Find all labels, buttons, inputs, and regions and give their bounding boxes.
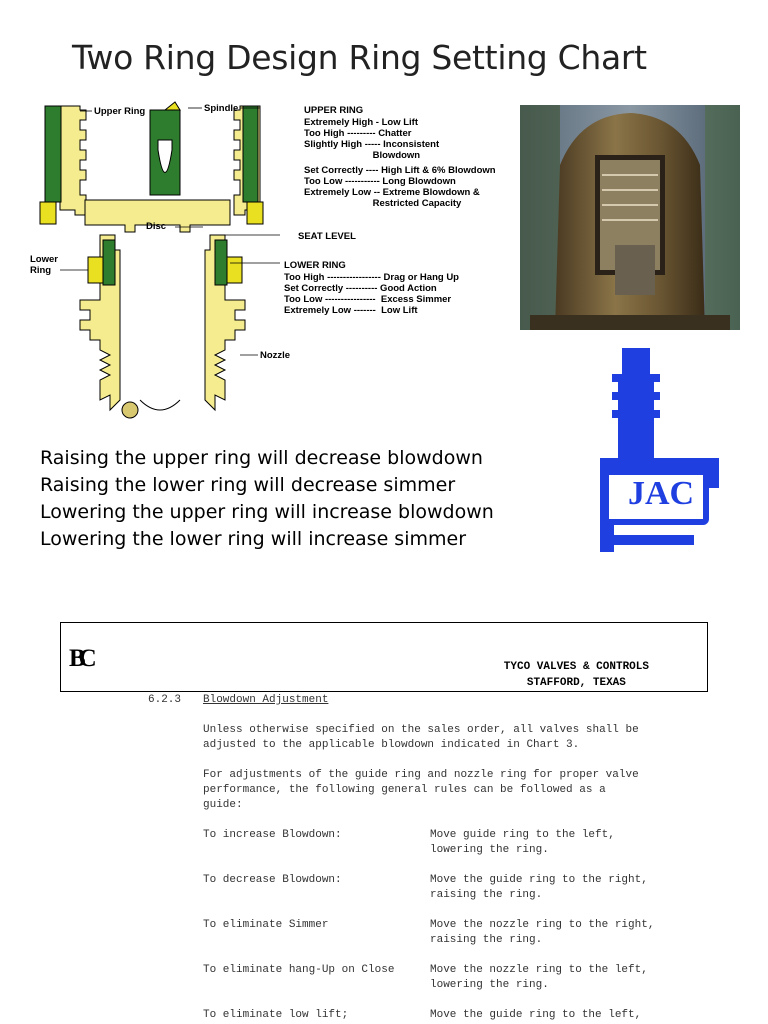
paragraph-1-line: Unless otherwise specified on the sales order, all valves shall be [203, 724, 639, 736]
nozzle-label: Nozzle [260, 350, 291, 361]
section-title: Blowdown Adjustment [203, 694, 329, 706]
company-name: TYCO VALVES & CONTROLS [503, 661, 649, 673]
upper-ring-right [243, 106, 258, 202]
lower-ring-setting: Set Correctly ---------- Good Action [284, 283, 437, 294]
paragraph-2-line: For adjustments of the guide ring and nozzle ring for proper valve [203, 769, 639, 781]
upper-ring-setting: Extremely High - Low Lift [304, 117, 419, 128]
rule-line: Lowering the lower ring will increase simmer [40, 528, 467, 550]
upper-ring-setting: Too Low ----------- Long Blowdown [304, 176, 456, 187]
upper-ring-setting: Restricted Capacity [304, 198, 462, 209]
rule-condition: To increase Blowdown: [203, 829, 342, 841]
lower-ring-right [215, 240, 227, 285]
valve-cross-section [30, 100, 280, 425]
paragraph-2-line: performance, the following general rules can be followed as a [203, 784, 606, 796]
rule-line: Raising the upper ring will decrease blowdown [40, 447, 483, 469]
valve-cutaway-photo [520, 105, 740, 330]
page-title: Two Ring Design Ring Setting Chart [72, 38, 647, 77]
rule-action: lowering the ring. [430, 979, 549, 991]
document-header [60, 622, 708, 692]
disc-label: Disc [146, 221, 167, 232]
rule-action: raising the ring. [430, 934, 543, 946]
rule-line: Raising the lower ring will decrease simmer [40, 474, 456, 496]
lower-ring-left [103, 240, 115, 285]
rule-condition: To eliminate hang-Up on Close [203, 964, 395, 976]
paragraph-1-line: adjusted to the applicable blowdown indicated in Chart 3. [203, 739, 580, 751]
paragraph-2-line: guide: [203, 799, 243, 811]
company-logo: BC [69, 645, 90, 672]
company-address [504, 659, 649, 691]
rule-condition: To decrease Blowdown: [203, 874, 342, 886]
lower-ring-setting: Extremely Low ------- Low Lift [284, 305, 418, 316]
lower-ring-setting: Too Low ---------------- Excess Simmer [284, 294, 452, 305]
rule-action: Move the nozzle ring to the left, [430, 964, 648, 976]
rule-action: Move the guide ring to the left, [430, 1009, 642, 1021]
upper-ring-setting: Too High --------- Chatter [304, 128, 412, 139]
upper-ring-left-bottom [40, 202, 56, 224]
upper-ring-setting: Slightly High ----- Inconsistent [304, 139, 440, 150]
rule-action: lowering the ring. [430, 844, 549, 856]
spindle-label: Spindle [204, 103, 239, 114]
spindle-tip [165, 102, 180, 110]
lower-ring-right-yellow [227, 257, 242, 283]
lower-ring-setting: Too High ----------------- Drag or Hang Up [284, 272, 459, 283]
rule-condition: To eliminate low lift; [203, 1009, 349, 1021]
upper-ring-setting: Set Correctly ---- High Lift & 6% Blowdown [304, 165, 496, 176]
jac-logo-text: JAC [627, 475, 695, 512]
left-upper-wall [60, 106, 86, 215]
upper-ring-label: Upper Ring [94, 106, 146, 117]
rule-condition: To eliminate Simmer [203, 919, 329, 931]
upper-ring-setting: Extremely Low -- Extreme Blowdown & [304, 187, 480, 198]
company-location: STAFFORD, TEXAS [526, 677, 626, 689]
upper-ring-setting: Blowdown [304, 150, 421, 161]
seat-level-label: SEAT LEVEL [298, 231, 356, 242]
nozzle-bottom-hatch [122, 402, 138, 418]
section-number: 6.2.3 [148, 694, 182, 706]
lower-ring-label: Lower Ring [30, 254, 58, 276]
lower-ring-settings [284, 272, 459, 316]
upper-ring-settings [304, 117, 496, 209]
lower-ring-left-yellow [88, 257, 103, 283]
upper-ring-left [45, 106, 61, 202]
rule-action: Move the guide ring to the right, [430, 874, 648, 886]
jac-logo [590, 340, 730, 560]
upper-ring-heading: UPPER RING [304, 105, 364, 116]
upper-ring-right-bottom [247, 202, 263, 224]
rule-action: Move guide ring to the left, [430, 829, 615, 841]
lower-ring-heading: LOWER RING [284, 260, 346, 271]
rule-action: raising the ring. [430, 889, 543, 901]
valve-ring-diagram [30, 100, 496, 430]
ring-adjustment-rules [40, 445, 494, 553]
rule-action: Move the nozzle ring to the right, [430, 919, 655, 931]
rule-line: Lowering the upper ring will increase blowdown [40, 501, 494, 523]
